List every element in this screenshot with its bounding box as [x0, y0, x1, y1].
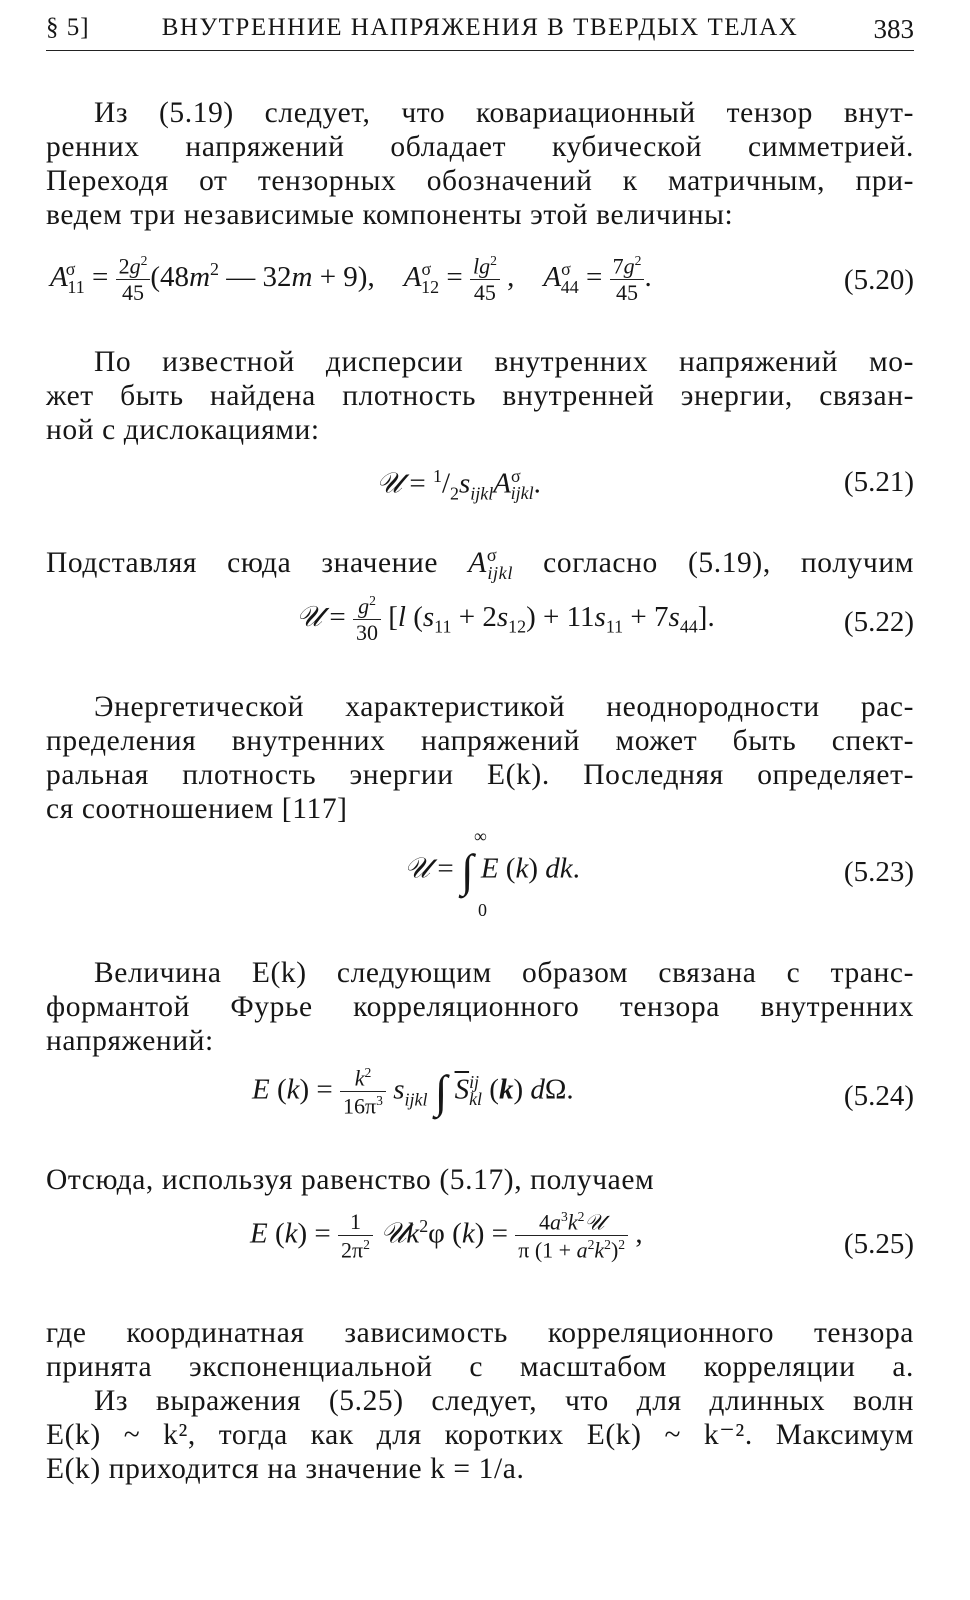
paragraph-8	[46, 1384, 914, 1486]
text-line: согласно (5.19), получим	[543, 546, 914, 579]
text-line: напряжений:	[46, 1025, 214, 1057]
text-line: Величина E(k) следующим образом связана с транс-	[94, 957, 914, 989]
text-line: принята экспоненциальной с масштабом корреляции a.	[46, 1351, 914, 1383]
equation-5-25: E (k) = $\frac{1}{2\pi^2}$ 𝒰k$^2$φ (k) = $\frac{4a^3k^2𝒰}{\pi (1 + a^2k^2)^2}$ , (5.25)	[250, 1208, 914, 1263]
equation-number: (5.22)	[843, 606, 914, 638]
text-line: ной с дислокациями:	[46, 414, 320, 446]
text-line: где координатная зависимость корреляционного тензора	[46, 1317, 914, 1349]
text-line: ренних напряжений обладает кубической симметрией.	[46, 131, 914, 163]
paragraph-5	[46, 956, 914, 1058]
equation-number: (5.20)	[843, 264, 914, 296]
text-line: E(k) приходится на значение k = 1/a.	[46, 1453, 525, 1485]
text-line: жет быть найдена плотность внутренней энергии, связан-	[46, 380, 914, 412]
text-line: формантой Фурье корреляционного тензора внутренних	[46, 991, 914, 1023]
equation-5-23: 𝒰 = ∫ E (k) dk. ∞ 0 (5.23)	[404, 826, 914, 920]
text-line: E(k) ~ k², тогда как для коротких E(k) ~ k⁻². Максимум	[46, 1419, 914, 1451]
text-line: ся соотношением [117]	[46, 793, 348, 825]
text-line: Из выражения (5.25) следует, что для длинных волн	[94, 1385, 914, 1417]
page-number: 383	[873, 14, 914, 44]
text-line: Подставляя сюда значение	[46, 546, 439, 579]
text-line: По известной дисперсии внутренних напряжений мо-	[94, 346, 914, 378]
equation-number: (5.21)	[843, 466, 914, 498]
paragraph-4	[46, 690, 914, 826]
equation-number: (5.23)	[843, 856, 914, 888]
text-line: пределения внутренних напряжений может быть спект-	[46, 725, 914, 757]
text-line: ральная плотность энергии E(k). Последняя определяет-	[46, 759, 914, 791]
equation-5-20: $A^\sigma_{11}$ = $\frac{2g^2}{45}$ ($48m^2$ — 32m + 9), $A^\sigma_{12}$ = $\frac{\lg^2}{45}$ , $A^\sigma_{44}$ = $\frac{7g^2}{45}$ . (5.20)	[50, 253, 914, 306]
equation-number: (5.25)	[843, 1228, 914, 1260]
chapter-title: ВНУТРЕННИЕ НАПРЯЖЕНИЯ В ТВЕРДЫХ ТЕЛАХ	[161, 14, 799, 41]
text-line: Энергетической характеристикой неоднородности рас-	[94, 691, 914, 723]
equation-number: (5.24)	[843, 1080, 914, 1112]
paragraph-7	[46, 1316, 914, 1384]
paragraph-6	[46, 1163, 914, 1197]
running-head	[46, 14, 914, 51]
text-line: Из (5.19) следует, что ковариационный тензор внут-	[94, 97, 914, 129]
paragraph-1	[46, 96, 914, 232]
equation-5-22: 𝒰 = $\frac{g^2}{30}$ [l $(s_{11} + 2s_{12}) + 11s_{11} + 7s_{44}$]. (5.22)	[296, 593, 914, 646]
paragraph-2	[46, 345, 914, 447]
section-mark: § 5]	[46, 14, 90, 41]
text-line: Переходя от тензорных обозначений к матричным, при-	[46, 165, 914, 197]
paragraph-3: Подставляя сюда значение $A^\sigma_{ijkl}$ согласно (5.19), получим	[46, 545, 914, 583]
text-line: Отсюда, используя равенство (5.17), получаем	[46, 1164, 655, 1196]
text-line: ведем три независимые компоненты этой величины:	[46, 199, 734, 231]
equation-5-21: 𝒰 = $^1/_2s_{ijkl}A^\sigma_{ijkl}$. (5.21)	[376, 466, 914, 504]
equation-5-24: E (k) = $\frac{k^2}{16\pi^3}$ $s_{ijkl}$ ∫ $\overline{S}^{ij}_{kl}$ (k) dΩ. (5.24)	[252, 1065, 914, 1119]
